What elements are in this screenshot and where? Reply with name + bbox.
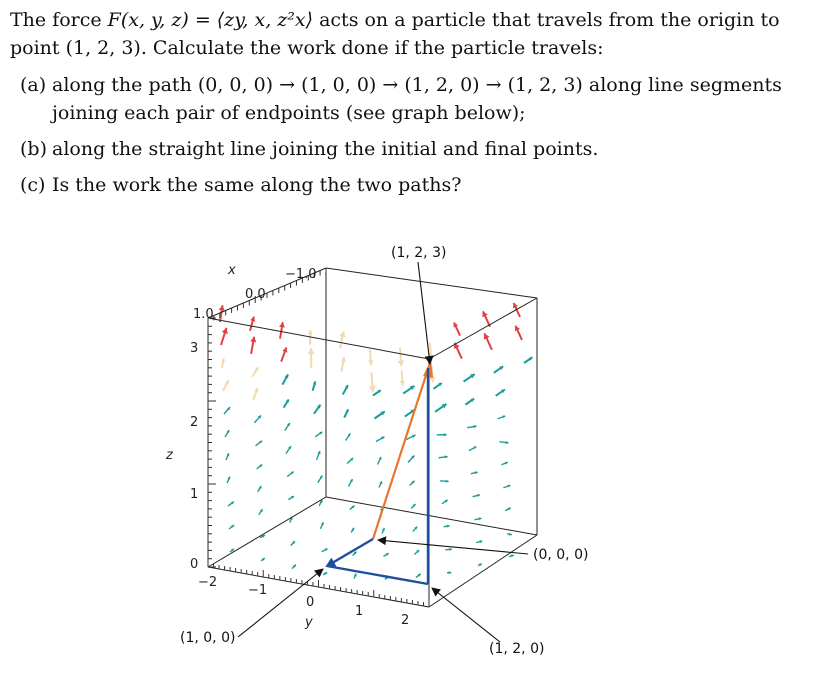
- field-vector: [473, 494, 480, 497]
- x-tick-label: 0.0: [245, 287, 266, 302]
- field-vector: [261, 558, 265, 561]
- field-vector: [442, 500, 448, 504]
- y-tick-label: 2: [401, 613, 409, 628]
- label-point-100: (1, 0, 0): [180, 630, 235, 646]
- field-vector: [252, 367, 258, 377]
- field-vector: [227, 477, 230, 483]
- field-vector: [524, 357, 532, 363]
- field-vector: [500, 441, 509, 444]
- field-vector: [501, 462, 507, 465]
- field-vector: [509, 554, 514, 557]
- field-vector: [221, 328, 228, 345]
- field-vector: [353, 552, 357, 556]
- field-vector: [292, 565, 296, 569]
- y-tick-label: 0: [306, 595, 314, 610]
- force-formula: F(x, y, z) = ⟨zy, x, z²x⟩: [108, 9, 313, 31]
- field-vector: [398, 348, 405, 367]
- part-label: (c): [10, 171, 52, 199]
- field-vector: [221, 358, 224, 368]
- z-tick-label: 0: [190, 557, 198, 572]
- field-vector: [498, 415, 506, 418]
- field-vector: [313, 381, 317, 390]
- part-a: [10, 71, 805, 127]
- axis-ticks: [208, 268, 429, 607]
- x-axis-label: x: [227, 263, 236, 278]
- point-labels: [180, 245, 588, 657]
- part-c: [10, 171, 805, 199]
- straight-path-line: [373, 366, 429, 539]
- field-vector: [341, 357, 346, 371]
- field-vector: [444, 525, 450, 528]
- field-vector: [467, 425, 476, 428]
- field-vector: [256, 441, 263, 446]
- y-tick-label: −1: [248, 583, 267, 598]
- part-label: (b): [10, 135, 52, 163]
- vector-field-graph: [0, 232, 813, 682]
- bounding-box: [208, 268, 537, 607]
- field-vector: [344, 409, 348, 417]
- field-vector: [223, 380, 229, 391]
- field-vector: [433, 383, 441, 389]
- field-vector: [414, 550, 419, 555]
- field-vector: [408, 456, 414, 463]
- part-label: (a): [10, 71, 52, 127]
- field-vector: [225, 430, 229, 437]
- field-vector: [439, 455, 448, 458]
- field-vector: [339, 331, 345, 348]
- field-vector: [224, 407, 230, 414]
- field-vector: [368, 350, 374, 366]
- field-vector: [400, 371, 405, 386]
- graph-svg: [0, 232, 813, 682]
- part-text: along the path (0, 0, 0) → (1, 0, 0) → (1, 2, 0) → (1, 2, 3) along line segments joining each pair of endpoints (see graph below);: [52, 71, 805, 127]
- field-vector: [376, 437, 384, 442]
- field-vector: [503, 485, 510, 488]
- field-vector: [253, 388, 258, 400]
- field-vector: [476, 540, 482, 543]
- field-vector: [226, 453, 229, 460]
- field-vector: [406, 435, 415, 440]
- field-vector: [435, 404, 446, 412]
- field-vector: [373, 390, 381, 395]
- field-vector: [348, 479, 352, 486]
- problem-text: [10, 6, 805, 207]
- field-vector: [323, 572, 327, 575]
- z-tick-label: 3: [190, 341, 198, 356]
- label-point-123: (1, 2, 3): [391, 245, 446, 261]
- parts-list: [10, 71, 805, 199]
- field-vector: [258, 486, 262, 492]
- z-tick-label: 2: [190, 415, 198, 430]
- field-vector: [281, 347, 287, 361]
- field-vector: [286, 446, 291, 453]
- x-tick-label: −1.0: [285, 267, 317, 282]
- field-vector: [375, 411, 385, 418]
- field-vector: [437, 433, 447, 437]
- field-vector: [228, 502, 234, 506]
- field-vector: [250, 317, 255, 331]
- field-vector: [279, 322, 285, 338]
- field-vector: [257, 465, 263, 469]
- field-vector: [322, 548, 328, 551]
- field-vector: [482, 311, 490, 326]
- y-axis-label: y: [304, 615, 313, 630]
- z-axis-label: z: [165, 448, 174, 463]
- field-vector: [411, 504, 415, 509]
- field-vector: [382, 528, 385, 534]
- field-vector: [343, 385, 348, 394]
- field-vector: [284, 399, 289, 407]
- field-vector: [350, 506, 355, 510]
- field-vector: [484, 333, 492, 349]
- label-point-120: (1, 2, 0): [489, 641, 544, 657]
- vector-field: [219, 303, 533, 580]
- field-vector: [317, 451, 321, 460]
- label-pointers: [238, 262, 528, 642]
- field-vector: [320, 522, 323, 528]
- field-vector: [413, 527, 417, 532]
- field-vector: [354, 574, 357, 579]
- field-vector: [346, 433, 351, 440]
- statement-pre: The force: [10, 9, 108, 31]
- problem-statement: [10, 6, 805, 62]
- field-vector: [505, 508, 510, 511]
- field-vector: [507, 533, 512, 536]
- field-vector: [318, 476, 322, 483]
- field-vector: [453, 322, 460, 335]
- field-vector: [384, 553, 389, 556]
- field-vector: [496, 389, 505, 395]
- field-vector: [369, 373, 376, 393]
- field-vector: [285, 423, 290, 431]
- field-vector: [416, 574, 421, 578]
- field-vector: [494, 366, 503, 372]
- field-vector: [229, 525, 234, 529]
- part-text: Is the work the same along the two paths?: [52, 171, 805, 199]
- field-vector: [474, 517, 481, 520]
- field-vector: [378, 457, 382, 465]
- y-tick-label: 1: [355, 604, 363, 619]
- field-vector: [379, 481, 382, 487]
- z-tick-label: 1: [190, 487, 198, 502]
- statement-post: acts on a particle that travels from the origin to point (1, 2, 3). Calculate the work done if the particle travels:: [10, 9, 780, 59]
- field-vector: [445, 548, 452, 551]
- field-vector: [259, 509, 263, 515]
- field-vector: [469, 446, 476, 450]
- field-vector: [287, 472, 293, 477]
- x-tick-label: 1.0: [193, 307, 214, 322]
- field-vector: [454, 343, 462, 359]
- field-vector: [464, 374, 475, 382]
- field-vector: [515, 326, 522, 340]
- label-point-000: (0, 0, 0): [533, 547, 588, 563]
- part-b: [10, 135, 805, 163]
- field-vector: [291, 541, 295, 545]
- part-text: along the straight line joining the initial and final points.: [52, 135, 805, 163]
- field-vector: [403, 386, 414, 394]
- field-vector: [250, 337, 256, 354]
- field-vector: [254, 415, 261, 422]
- field-vector: [308, 348, 315, 368]
- field-vector: [465, 399, 474, 405]
- y-tick-label: −2: [198, 575, 217, 590]
- field-vector: [288, 496, 294, 500]
- field-vector: [440, 480, 448, 483]
- field-vector: [347, 458, 353, 463]
- field-vector: [351, 528, 354, 533]
- field-vector: [314, 405, 321, 414]
- field-vector: [447, 571, 451, 574]
- field-vector: [478, 563, 482, 566]
- field-vector: [282, 374, 288, 384]
- field-vector: [410, 481, 415, 486]
- piecewise-path: [327, 368, 428, 584]
- field-vector: [315, 432, 322, 437]
- field-vector: [471, 471, 478, 474]
